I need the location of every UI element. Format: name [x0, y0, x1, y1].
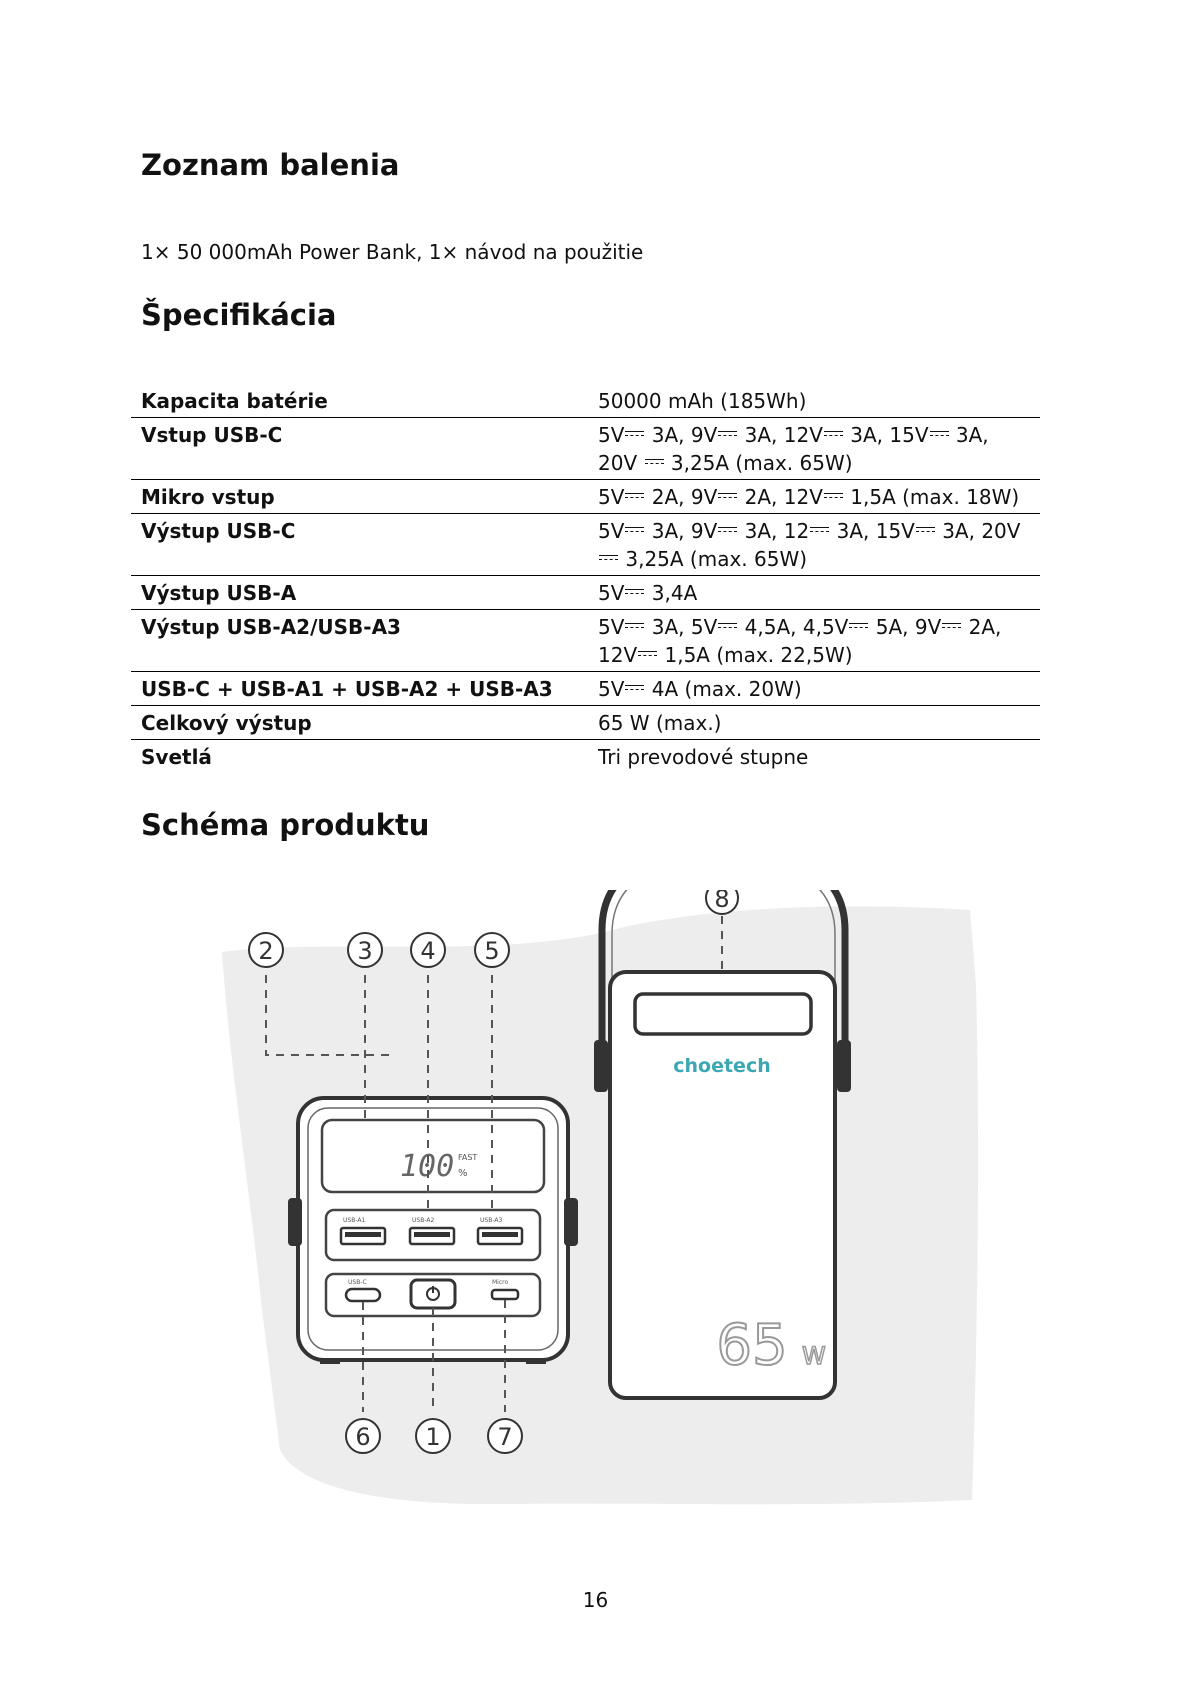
dc-symbol-icon [810, 527, 829, 536]
package-contents: 1× 50 000mAh Power Bank, 1× návod na použitie [141, 240, 644, 264]
port-label-micro: Micro [492, 1279, 509, 1286]
callout-8: 8 [714, 890, 730, 913]
callout-5: 5 [484, 937, 500, 965]
dc-symbol-icon [718, 527, 737, 536]
spec-table [131, 384, 1040, 773]
power-button [411, 1280, 455, 1308]
callout-3: 3 [357, 937, 373, 965]
spec-row [131, 418, 1040, 480]
callout-4: 4 [420, 937, 436, 965]
power-badge-unit: W [802, 1342, 826, 1370]
dc-symbol-icon [625, 589, 644, 598]
spec-value: 5V 4A (max. 20W) [588, 672, 1040, 706]
spec-key: Výstup USB-A2/USB-A3 [131, 610, 588, 672]
spec-key: USB-C + USB-A1 + USB-A2 + USB-A3 [131, 672, 588, 706]
dc-symbol-icon [718, 493, 737, 502]
dc-symbol-icon [645, 459, 664, 468]
display-value: 100 [400, 1149, 455, 1184]
dc-symbol-icon [849, 623, 868, 632]
power-badge: 65 [716, 1313, 788, 1378]
spec-key: Výstup USB-C [131, 514, 588, 576]
dc-symbol-icon [930, 431, 949, 440]
dc-symbol-icon [824, 431, 843, 440]
spec-value: 50000 mAh (185Wh) [588, 384, 1040, 418]
dc-symbol-icon [942, 623, 961, 632]
dc-symbol-icon [638, 651, 657, 660]
dc-symbol-icon [718, 623, 737, 632]
spec-row [131, 576, 1040, 610]
product-diagram [210, 890, 990, 1520]
spec-value: 5V 3A, 9V 3A, 12 3A, 15V 3A, 20V 3,25A (max. 65W) [588, 514, 1040, 576]
dc-symbol-icon [625, 493, 644, 502]
spec-value: 65 W (max.) [588, 706, 1040, 740]
spec-value: 5V 3A, 5V 4,5A, 4,5V 5A, 9V 2A, 12V 1,5A (max. 22,5W) [588, 610, 1040, 672]
dc-symbol-icon [625, 685, 644, 694]
spec-row [131, 740, 1040, 774]
page-number: 16 [582, 1588, 609, 1612]
dc-symbol-icon [599, 555, 618, 564]
dc-symbol-icon [916, 527, 935, 536]
micro-usb-port [492, 1290, 518, 1299]
dc-symbol-icon [625, 431, 644, 440]
spec-key: Kapacita batérie [131, 384, 588, 418]
port-label-a3: USB-A3 [480, 1217, 503, 1224]
spec-value: 5V 2A, 9V 2A, 12V 1,5A (max. 18W) [588, 480, 1040, 514]
spec-value: 5V 3,4A [588, 576, 1040, 610]
spec-key: Celkový výstup [131, 706, 588, 740]
spec-row [131, 514, 1040, 576]
callout-1: 1 [425, 1423, 441, 1451]
heading-specification: Špecifikácia [141, 298, 337, 332]
callout-7: 7 [497, 1423, 513, 1451]
spec-key: Výstup USB-A [131, 576, 588, 610]
display-fast: FAST [458, 1153, 478, 1162]
heading-schema: Schéma produktu [141, 808, 430, 842]
dc-symbol-icon [625, 527, 644, 536]
brand-logo: choetech [673, 1055, 771, 1077]
dc-symbol-icon [718, 431, 737, 440]
spec-key: Svetlá [141, 745, 212, 769]
callout-2: 2 [258, 937, 274, 965]
display-percent: % [458, 1168, 468, 1179]
spec-value: Tri prevodové stupne [598, 745, 809, 769]
dc-symbol-icon [625, 623, 644, 632]
spec-key: Vstup USB-C [131, 418, 588, 480]
callout-6: 6 [355, 1423, 371, 1451]
usb-c-port [346, 1289, 380, 1301]
heading-package: Zoznam balenia [141, 148, 400, 182]
dc-symbol-icon [824, 493, 843, 502]
port-label-a2: USB-A2 [412, 1217, 435, 1224]
spec-key: Mikro vstup [131, 480, 588, 514]
port-label-a1: USB-A1 [343, 1217, 366, 1224]
spec-row [131, 706, 1040, 740]
spec-row [131, 384, 1040, 418]
spec-value: 5V 3A, 9V 3A, 12V 3A, 15V 3A, 20V 3,25A (max. 65W) [588, 418, 1040, 480]
spec-row [131, 610, 1040, 672]
spec-row [131, 480, 1040, 514]
port-label-c: USB-C [348, 1279, 367, 1286]
spec-row [131, 672, 1040, 706]
